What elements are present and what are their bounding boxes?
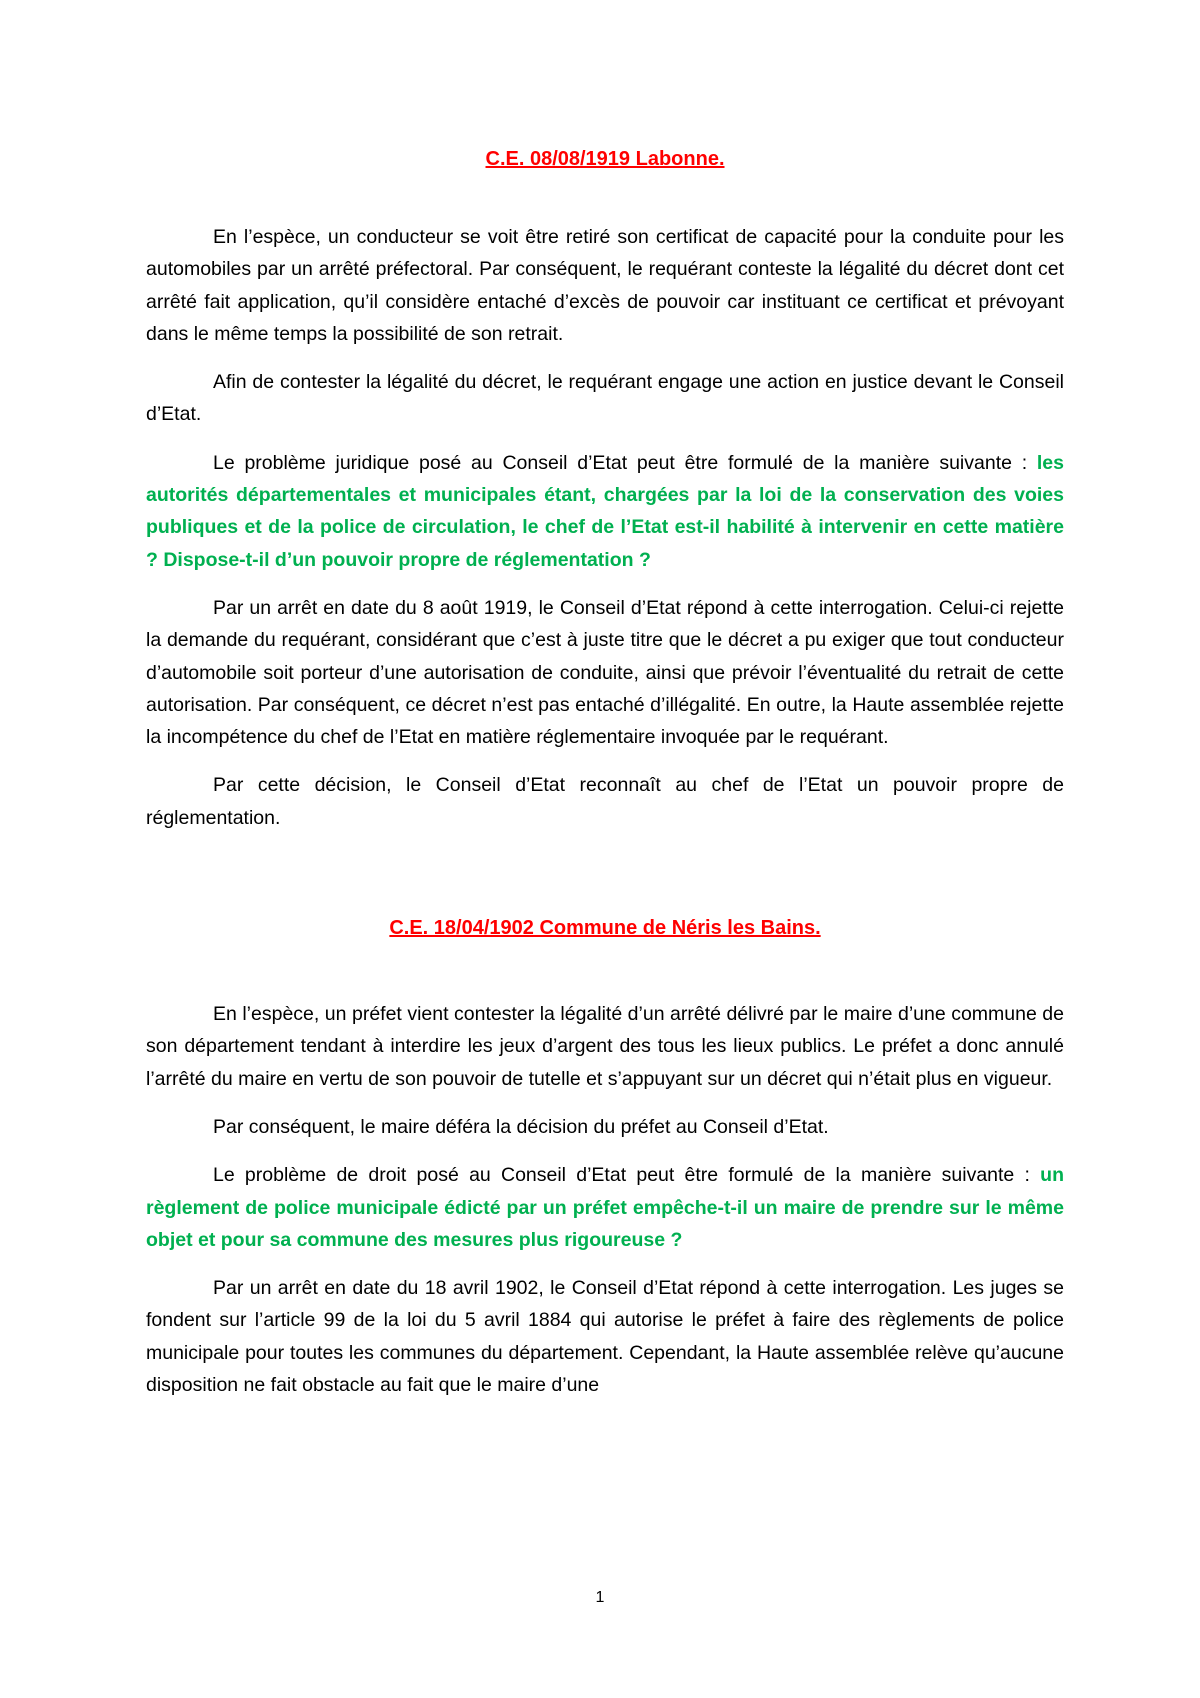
paragraph-procedure: Afin de contester la légalité du décret, le requérant engage une action en justice devant le Conseil d’Etat. [146,371,1064,426]
spacer [146,942,1064,998]
legal-question: les autorités départementales et municipales étant, chargées par la loi de la conservation des voies publiques et de la police de circulation, le chef de l’Etat est-il habilité à intervenir en cette matière ? Dispose-t-il d’un pouvoir propre de réglementation ? [146,451,1064,571]
spacer [146,173,1064,221]
legal-question: un règlement de police municipale édicté par un préfet empêche-t-il un maire de prendre sur le même objet et pour sa commune des mesures plus rigoureuse ? [146,1164,1064,1251]
paragraph-decision: Par un arrêt en date du 18 avril 1902, le Conseil d’Etat répond à cette interrogation. Les juges se fondent sur l’article 99 de la loi du 5 avril 1884 qui autorise le préfet à faire des règlements de police municipale pour toutes les communes du département. Cependant, la Haute assemblée relève qu’aucune disposition ne fait obstacle au fait que le maire d’une [146,1277,1064,1397]
page-content [146,145,1064,1417]
case-heading-labonne: C.E. 08/08/1919 Labonne. [485,148,725,170]
paragraph-legal-problem [146,1159,1064,1256]
paragraph-facts: En l’espèce, un conducteur se voit être retiré son certificat de capacité pour la conduite pour les automobiles par un arrêté préfectoral. Par conséquent, le requérant conteste la légalité du décret dont cet arrêté fait application, qu’il considère entaché d’excès de pouvoir car instituant ce certificat et prévoyant dans le même temps la possibilité de son retrait. [146,226,1064,345]
paragraph-decision: Par un arrêt en date du 8 août 1919, le Conseil d’Etat répond à cette interrogation. Celui-ci rejette la demande du requérant, considérant que c’est à juste titre que le décret a pu exiger que tout conducteur d’automobile soit porteur d’une autorisation de conduite, ainsi que prévoir l’éventualité du retrait de cette autorisation. Par conséquent, ce décret n’est pas entaché d’illégalité. En outre, la Haute assemblée rejette la incompétence du chef de l’Etat en matière réglementaire invoquée par le requérant. [146,596,1064,749]
legal-problem-lead: Le problème de droit posé au Conseil d’Etat peut être formulé de la manière suivante : [213,1164,1041,1187]
spacer [146,850,1064,914]
legal-problem-lead: Le problème juridique posé au Conseil d’Etat peut être formulé de la manière suivante : [213,451,1037,474]
paragraph-facts: En l’espèce, un préfet vient contester la légalité d’un arrêté délivré par le maire d’une commune de son département tendant à interdire les jeux d’argent des tous les lieux publics. Le préfet a donc annulé l’arrêté du maire en vertu de son pouvoir de tutelle et s’appuyant sur un décret qui n’était plus en vigueur. [146,1003,1064,1090]
paragraph-legal-problem [146,447,1064,576]
paragraph-conclusion: Par cette décision, le Conseil d’Etat reconnaît au chef de l’Etat un pouvoir propre de réglementation. [146,774,1064,829]
paragraph-procedure: Par conséquent, le maire déféra la décision du préfet au Conseil d’Etat. [213,1115,829,1138]
page-number: 1 [595,1589,605,1606]
case-heading-neris-les-bains: C.E. 18/04/1902 Commune de Néris les Bains. [389,917,821,940]
